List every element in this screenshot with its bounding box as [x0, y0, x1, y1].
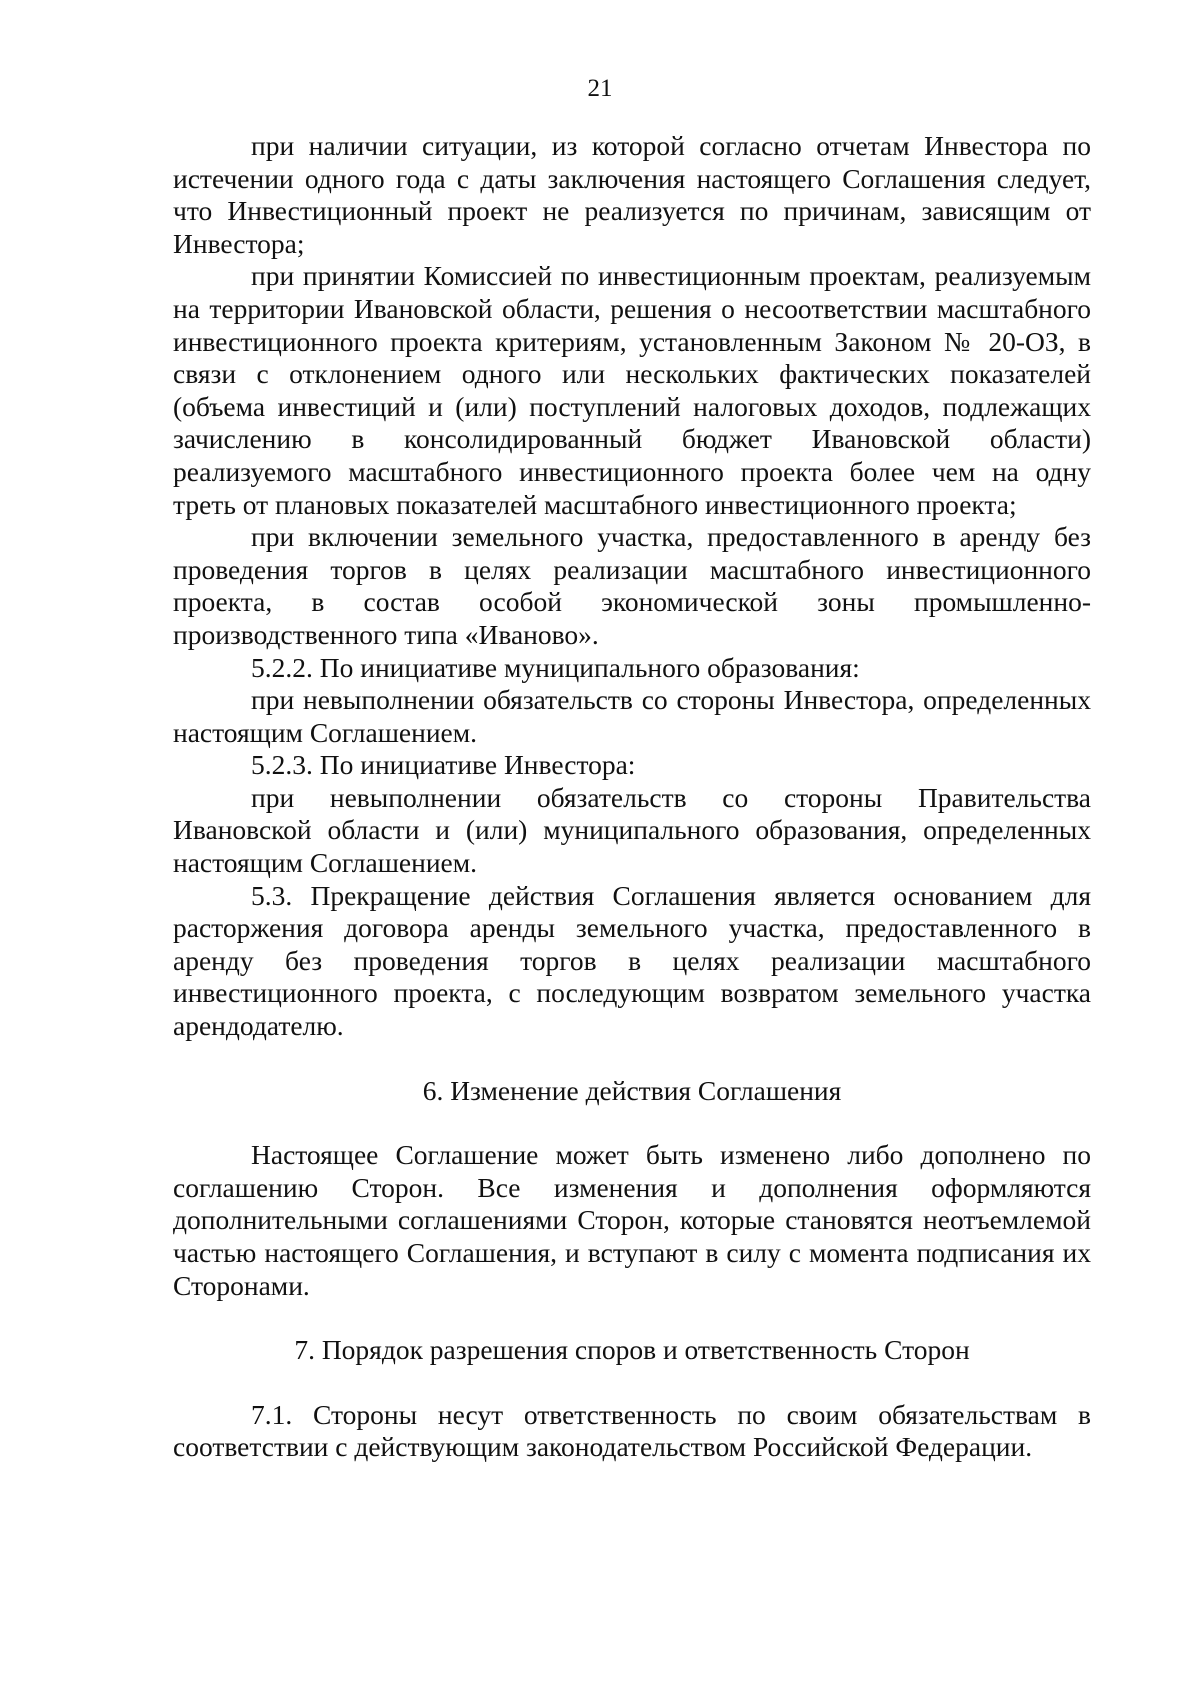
paragraph-government-nonperformance: при невыполнении обязательств со стороны Правительства Ивановской области и (или) муниципального образования, определенных настоящим Соглашением.	[173, 781, 1091, 879]
section-7-heading: 7. Порядок разрешения споров и ответственность Сторон	[294, 1334, 970, 1366]
section-6-text: Настоящее Соглашение может быть изменено либо дополнено по соглашению Сторон. Все изменения и дополнения оформляются дополнительными соглашениями Сторон, которые становятся неотъемлемой частью настоящего Соглашения, и вступают в силу с момента подписания их Сторонами.	[173, 1139, 1091, 1301]
clause-7-1: 7.1. Стороны несут ответственность по своим обязательствам в соответствии с действующим законодательством Российской Федерации.	[173, 1398, 1091, 1463]
section-6-heading: 6. Изменение действия Соглашения	[422, 1074, 842, 1106]
paragraph-land-plot-inclusion: при включении земельного участка, предоставленного в аренду без проведения торгов в целях реализации масштабного инвестиционного проекта, в состав особой экономической зоны промышленно-производственного типа «Иваново».	[173, 521, 1091, 650]
paragraph-investor-nonperformance: при невыполнении обязательств со стороны Инвестора, определенных настоящим Соглашением.	[173, 684, 1091, 748]
clause-5-2-3: 5.2.3. По инициативе Инвестора:	[251, 749, 636, 781]
document-body	[173, 130, 1091, 1464]
page-number: 21	[587, 75, 613, 102]
paragraph-commission-decision: при принятии Комиссией по инвестиционным проектам, реализуемым на территории Ивановской области, решения о несоответствии масштабного инвестиционного проекта критериям, установленным Законом № 20-ОЗ, в связи с отклонением одного или нескольких фактических показателей (объема инвестиций и (или) поступлений налоговых доходов, подлежащих зачислению в консолидированный бюджет Ивановской области) реализуемого масштабного инвестиционного проекта более чем на одну треть от плановых показателей масштабного инвестиционного проекта;	[173, 260, 1091, 520]
clause-5-3: 5.3. Прекращение действия Соглашения является основанием для расторжения договора аренды земельного участка, предоставленного в аренду без проведения торгов в целях реализации масштабного инвестиционного проекта, с последующим возвратом земельного участка арендодателю.	[173, 879, 1091, 1042]
paragraph-investor-situation: при наличии ситуации, из которой согласно отчетам Инвестора по истечении одного года с даты заключения настоящего Соглашения следует, что Инвестиционный проект не реализуется по причинам, зависящим от Инвестора;	[173, 130, 1091, 259]
clause-5-2-2: 5.2.2. По инициативе муниципального образования:	[251, 651, 860, 683]
